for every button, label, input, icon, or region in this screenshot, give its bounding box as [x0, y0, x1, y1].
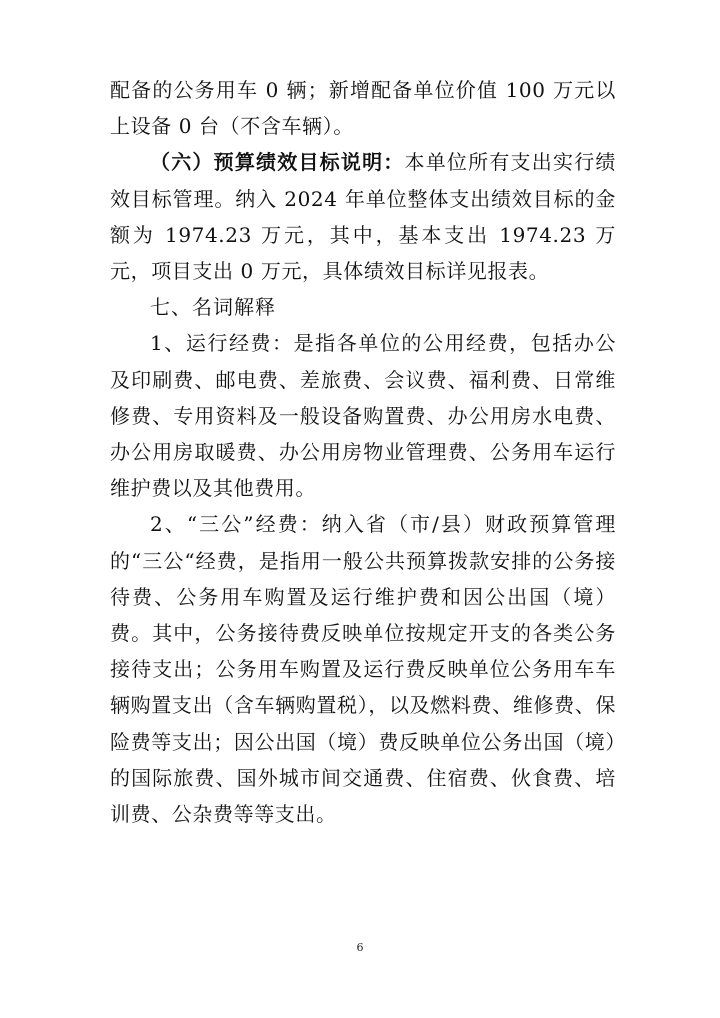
page-number: 6: [356, 941, 364, 954]
section-heading-glossary: 七、名词解释: [150, 295, 276, 320]
definition-three-public-expenses: 2、“三公”经费：纳入省（市/县）财政预算管理的“三公“经费，是指用一般公共预算拨款安排的公务接待费、公务用车购置及运行维护费和因公出国（境）费。其中，公务接待费反映单位按规定开支的各类公务接待支出；公务用车购置及运行费反映单位公务用车车辆购置支出（含车辆购置税），以及燃料费、维修费、保险费等支出；因公出国（境）费反映单位公务出国（境）的国际旅费、国外城市间交通费、住宿费、伙食费、培训费、公杂费等等支出。: [110, 512, 616, 827]
definition-operating-expenses: 1、运行经费：是指各单位的公用经费，包括办公及印刷费、邮电费、差旅费、会议费、福利费、日常维修费、专用资料及一般设备购置费、办公用房水电费、办公用房取暖费、办公用房物业管理费、公务用车运行维护费以及其他费用。: [110, 331, 616, 501]
paragraph-performance-goals: [110, 144, 616, 289]
performance-goals-text: 本单位所有支出实行绩效目标管理。纳入 2024 年单位整体支出绩效目标的金额为 1974.23 万元，其中，基本支出 1974.23 万元，项目支出 0 万元，具体绩效目标详见报表。: [110, 150, 616, 284]
document-body: [110, 72, 616, 832]
paragraph-vehicles-equipment: 配备的公务用车 0 辆；新增配备单位价值 100 万元以上设备 0 台（不含车辆）。: [110, 78, 616, 139]
performance-goals-heading: （六）预算绩效目标说明：: [150, 150, 405, 175]
